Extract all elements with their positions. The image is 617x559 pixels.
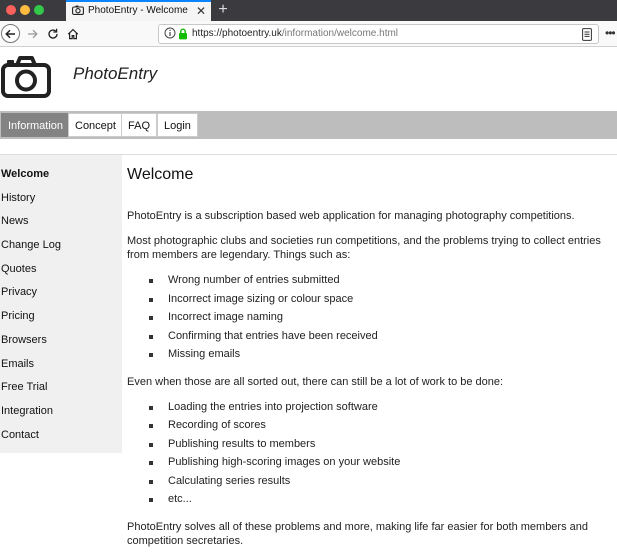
list-item: Publishing high-scoring images on your website	[127, 455, 615, 474]
new-tab-icon[interactable]: +	[218, 1, 228, 18]
info-icon[interactable]	[164, 27, 176, 42]
forward-arrow-icon[interactable]	[25, 25, 39, 42]
window-maximize-button[interactable]	[34, 5, 44, 15]
main-content	[127, 155, 615, 559]
list-item: Confirming that entries have been received	[127, 329, 615, 348]
sidebar-item-integration[interactable]: Integration	[1, 404, 53, 417]
lock-icon	[178, 28, 188, 43]
camera-icon[interactable]	[1, 56, 51, 101]
tab-title: PhotoEntry - Welcome	[88, 5, 188, 16]
list-item: etc...	[127, 492, 615, 511]
url-path: /information/welcome.html	[281, 28, 399, 39]
list-item: Missing emails	[127, 347, 615, 366]
problems-list	[127, 273, 615, 366]
list-item: Incorrect image naming	[127, 310, 615, 329]
browser-nav-bar	[0, 21, 617, 47]
site-header	[0, 48, 617, 111]
sidebar-item-emails[interactable]: Emails	[1, 357, 35, 370]
main-menu	[0, 111, 617, 139]
camera-icon	[72, 5, 84, 18]
sidebar-item-history[interactable]: History	[1, 191, 36, 204]
menu-item-information[interactable]: Information	[1, 113, 70, 137]
list-item: Incorrect image sizing or colour space	[127, 292, 615, 311]
menu-item-login[interactable]: Login	[157, 113, 198, 137]
tasks-list	[127, 400, 615, 511]
browser-tab-bar	[0, 0, 617, 21]
list-item: Publishing results to members	[127, 437, 615, 456]
url-text[interactable]	[192, 28, 398, 39]
list-item: Recording of scores	[127, 418, 615, 437]
sidebar-item-pricing[interactable]: Pricing	[1, 310, 35, 323]
sidebar-item-contact[interactable]: Contact	[1, 428, 39, 441]
sidebar-item-free-trial[interactable]: Free Trial	[1, 381, 48, 394]
menu-item-faq[interactable]: FAQ	[121, 113, 157, 137]
sidebar-item-news[interactable]: News	[1, 215, 29, 228]
browser-tab[interactable]	[66, 0, 211, 21]
page-title: Welcome	[127, 166, 194, 183]
sidebar-item-quotes[interactable]: Quotes	[1, 262, 37, 275]
sidebar-item-welcome[interactable]: Welcome	[1, 168, 50, 180]
more-icon[interactable]: •••	[605, 26, 615, 40]
sidebar-item-change-log[interactable]: Change Log	[1, 239, 61, 252]
list-item: Wrong number of entries submitted	[127, 273, 615, 292]
list-item: Loading the entries into projection software	[127, 400, 615, 419]
back-arrow-icon[interactable]	[1, 24, 20, 43]
tasks-paragraph: Even when those are all sorted out, there can still be a lot of work to be done:	[127, 375, 504, 388]
closing-paragraph: PhotoEntry solves all of these problems and more, making life far easier for both members and competition secretaries.	[127, 520, 589, 547]
sidebar-item-browsers[interactable]: Browsers	[1, 333, 47, 346]
menu-item-concept[interactable]: Concept	[68, 113, 123, 137]
window-close-button[interactable]	[6, 5, 16, 15]
home-icon[interactable]	[66, 25, 80, 42]
tab-close-icon[interactable]: ✕	[195, 4, 206, 18]
intro-paragraph: PhotoEntry is a subscription based web application for managing photography competitions.	[127, 210, 575, 222]
list-item: Calculating series results	[127, 474, 615, 493]
sidebar	[0, 155, 122, 453]
reader-view-icon[interactable]	[582, 28, 592, 44]
sidebar-item-privacy[interactable]: Privacy	[1, 286, 38, 299]
site-name[interactable]: PhotoEntry	[73, 64, 158, 83]
problems-paragraph: Most photographic clubs and societies run competitions, and the problems trying to collect entries from members are legendary. Things such as:	[127, 235, 601, 261]
window-minimize-button[interactable]	[20, 5, 30, 15]
address-bar[interactable]	[158, 24, 599, 44]
url-host: https://photoentry.uk	[192, 28, 282, 39]
reload-icon[interactable]	[46, 25, 60, 42]
